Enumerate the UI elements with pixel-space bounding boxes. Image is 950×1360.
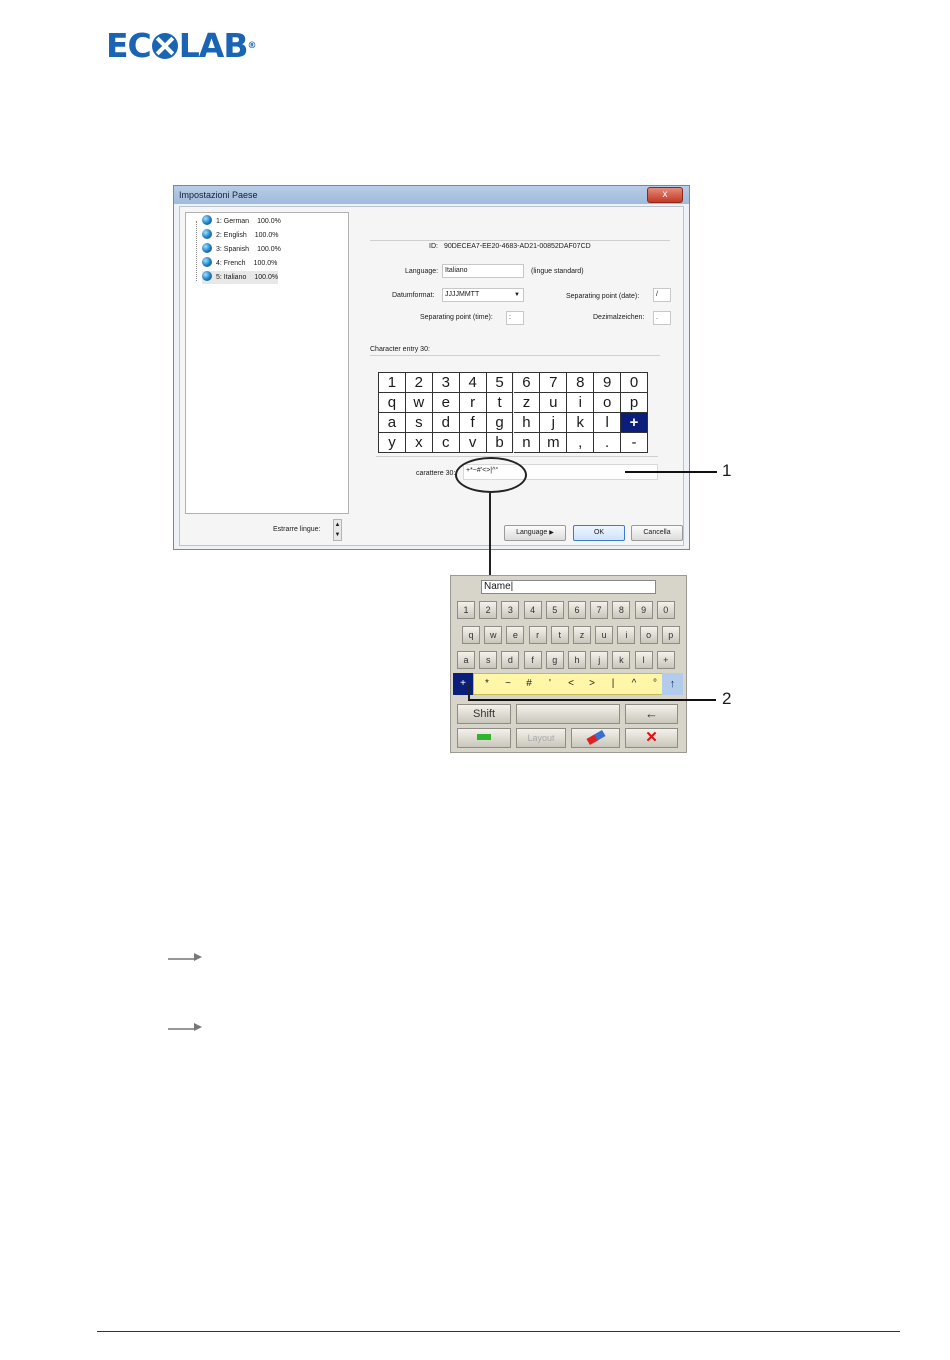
char-key[interactable]: l (594, 413, 621, 433)
char-key[interactable]: 8 (567, 373, 594, 393)
char-key[interactable]: 0 (621, 373, 648, 393)
extract-languages-spinner[interactable] (333, 519, 342, 541)
keyboard-key[interactable]: + (657, 651, 675, 669)
sep-date-field[interactable]: / (653, 288, 671, 302)
language-field-label: Language: (405, 268, 439, 275)
cancel-key[interactable]: ✕ (625, 728, 678, 748)
char-key[interactable]: v (460, 433, 487, 453)
special-char-key[interactable]: ^ (631, 678, 637, 689)
char-key[interactable]: w (406, 393, 433, 413)
char-key[interactable]: y (379, 433, 406, 453)
char-key[interactable]: e (433, 393, 460, 413)
keyboard-key[interactable]: z (573, 626, 591, 644)
char-key[interactable]: t (487, 393, 514, 413)
special-char-key[interactable]: > (589, 678, 595, 689)
special-char-key[interactable]: ~ (505, 678, 511, 689)
special-char-key[interactable]: ° (653, 678, 657, 689)
char-key[interactable]: - (621, 433, 648, 453)
layout-key[interactable]: Layout (516, 728, 566, 748)
special-char-key[interactable]: # (526, 678, 532, 689)
keyboard-key[interactable]: 1 (457, 601, 475, 619)
arrow-right-icon (168, 951, 202, 961)
footer-rule (97, 1331, 900, 1332)
char-key[interactable]: 9 (594, 373, 621, 393)
char-key[interactable]: x (406, 433, 433, 453)
special-char-key[interactable]: | (611, 678, 615, 689)
language-label: 1: German (216, 218, 250, 225)
language-item-german[interactable] (202, 215, 281, 228)
char-key[interactable]: , (567, 433, 594, 453)
language-label: 4: French (216, 260, 246, 267)
language-pct: 100.0% (257, 246, 281, 253)
language-field[interactable]: Italiano (442, 264, 524, 278)
logo-registered: ® (247, 41, 256, 51)
arrow-up-icon[interactable]: ↑ (662, 673, 683, 695)
char-key[interactable]: o (594, 393, 621, 413)
keyboard-key[interactable]: 6 (568, 601, 586, 619)
special-char-key[interactable]: ' (549, 678, 551, 689)
globe-icon (202, 243, 212, 253)
keyboard-key[interactable]: w (484, 626, 502, 644)
language-list[interactable] (185, 212, 349, 514)
arrow-right-icon (168, 1021, 202, 1031)
shift-key[interactable]: Shift (457, 704, 511, 724)
chevron-down-icon: ▼ (514, 292, 520, 298)
char-key[interactable]: i (567, 393, 594, 413)
globe-icon (202, 229, 212, 239)
char-key[interactable]: k (567, 413, 594, 433)
chevron-up-icon: ▲ (334, 522, 341, 528)
char-key[interactable]: d (433, 413, 460, 433)
keyboard-key[interactable]: s (479, 651, 497, 669)
char-key[interactable]: a (379, 413, 406, 433)
keyboard-key[interactable]: q (462, 626, 480, 644)
char-key[interactable]: 3 (433, 373, 460, 393)
language-item-french[interactable] (202, 257, 277, 270)
language-pct: 100.0% (253, 260, 278, 267)
keyboard-key[interactable]: e (506, 626, 524, 644)
keyboard-key[interactable]: 7 (590, 601, 608, 619)
special-characters-row (473, 673, 681, 695)
close-button[interactable]: x (647, 187, 683, 203)
dialog-title: Impostazioni Paese (179, 190, 258, 200)
callout-1-line (625, 471, 717, 473)
char-key[interactable]: p (621, 393, 648, 413)
carattere-label: carattere 30: (416, 470, 456, 477)
callout-2-stem (468, 683, 470, 700)
backspace-key[interactable]: ← (625, 704, 678, 724)
language-note: (lingue standard) (531, 268, 584, 275)
eraser-key[interactable] (571, 728, 620, 748)
keyboard-key[interactable]: j (590, 651, 608, 669)
enter-key[interactable] (457, 728, 511, 748)
sep-time-label: Separating point (time): (420, 314, 493, 321)
dialog-titlebar (174, 186, 689, 204)
chevron-down-icon: ▼ (334, 532, 341, 538)
keyboard-key[interactable]: k (612, 651, 630, 669)
onscreen-keyboard (450, 575, 687, 753)
character-grid (378, 372, 648, 453)
sep-time-field[interactable]: : (506, 311, 524, 325)
language-item-italiano[interactable] (202, 271, 278, 284)
keyboard-key[interactable]: 5 (546, 601, 564, 619)
char-entry-label: Character entry 30: (370, 346, 430, 353)
keyboard-key[interactable]: l (635, 651, 653, 669)
language-pct: 100.0% (257, 218, 281, 225)
separator (376, 456, 658, 457)
sep-date-label: Separating point (date): (566, 293, 640, 300)
decimal-label: Dezimalzeichen: (593, 314, 645, 321)
keyboard-key[interactable]: 2 (479, 601, 497, 619)
ok-button[interactable]: OK (573, 525, 625, 541)
chevron-right-icon: ▶ (549, 530, 554, 536)
special-char-key[interactable]: < (568, 678, 574, 689)
cancel-button[interactable]: Cancella (631, 525, 683, 541)
plus-key[interactable]: + (453, 673, 473, 695)
char-key[interactable]: + (621, 413, 648, 433)
callout-1-number: 1 (722, 461, 732, 480)
char-key[interactable]: s (406, 413, 433, 433)
char-key[interactable]: u (540, 393, 567, 413)
extract-languages-label: Estrarre lingue: (273, 526, 321, 533)
eraser-icon (586, 730, 605, 745)
char-key[interactable]: r (460, 393, 487, 413)
char-key[interactable]: 7 (540, 373, 567, 393)
char-key[interactable]: j (540, 413, 567, 433)
char-key[interactable]: h (514, 413, 541, 433)
language-pct: 100.0% (254, 232, 279, 239)
datumformat-label: Datumformat: (392, 292, 435, 299)
keyboard-key[interactable]: 0 (657, 601, 675, 619)
keyboard-key[interactable]: o (640, 626, 658, 644)
callout-2-line (468, 699, 716, 701)
language-label: 5: Italiano (216, 274, 247, 281)
keyboard-key[interactable]: 9 (635, 601, 653, 619)
char-key[interactable]: . (594, 433, 621, 453)
language-button-label: Language (516, 529, 548, 536)
keyboard-key[interactable]: t (551, 626, 569, 644)
logo-text-start: EC (106, 26, 151, 65)
id-value: 90DECEA7-EE20-4683-AD21-00852DAF07CD (444, 243, 591, 250)
country-settings-dialog (173, 185, 690, 550)
id-label: ID: (429, 243, 438, 250)
char-key[interactable]: f (460, 413, 487, 433)
callout-2-number: 2 (722, 689, 732, 708)
char-key[interactable]: q (379, 393, 406, 413)
keyboard-key[interactable]: i (617, 626, 635, 644)
carattere-field[interactable]: +*~#'<>|^° (463, 464, 658, 480)
keyboard-key[interactable]: 3 (501, 601, 519, 619)
callout-ellipse (455, 457, 527, 493)
char-key[interactable]: 6 (514, 373, 541, 393)
language-label: 2: English (216, 232, 247, 239)
language-button[interactable] (504, 525, 566, 541)
keyboard-text-field[interactable]: Name| (481, 580, 656, 594)
keyboard-key[interactable]: p (662, 626, 680, 644)
keyboard-key[interactable]: a (457, 651, 475, 669)
keyboard-key[interactable]: f (524, 651, 542, 669)
keyboard-key[interactable]: d (501, 651, 519, 669)
language-item-english[interactable] (202, 229, 279, 242)
globe-icon (202, 215, 212, 225)
char-key[interactable]: z (514, 393, 541, 413)
char-key[interactable]: 5 (487, 373, 514, 393)
char-key[interactable]: 2 (406, 373, 433, 393)
special-char-key[interactable]: * (485, 678, 489, 689)
char-key[interactable]: b (487, 433, 514, 453)
char-key[interactable]: g (487, 413, 514, 433)
char-key[interactable]: n (514, 433, 541, 453)
logo-text-end: LAB (178, 26, 248, 65)
ecolab-logo (106, 28, 256, 64)
keyboard-key[interactable]: 4 (524, 601, 542, 619)
space-key[interactable] (516, 704, 620, 724)
language-pct: 100.0% (254, 274, 279, 281)
enter-icon (477, 734, 491, 740)
dialog-client (179, 206, 684, 546)
datumformat-select[interactable] (442, 288, 524, 302)
char-key[interactable]: c (433, 433, 460, 453)
decimal-field[interactable]: . (653, 311, 671, 325)
datumformat-value: JJJJMMTT (445, 291, 480, 298)
globe-icon (202, 271, 212, 281)
logo-o-icon (152, 33, 178, 59)
char-key[interactable]: 1 (379, 373, 406, 393)
language-item-spanish[interactable] (202, 243, 281, 256)
keyboard-key[interactable]: r (529, 626, 547, 644)
separator (370, 240, 670, 241)
separator (370, 355, 660, 356)
keyboard-key[interactable]: h (568, 651, 586, 669)
char-key[interactable]: 4 (460, 373, 487, 393)
language-label: 3: Spanish (216, 246, 250, 253)
keyboard-key[interactable]: 8 (612, 601, 630, 619)
keyboard-key[interactable]: u (595, 626, 613, 644)
keyboard-key[interactable]: g (546, 651, 564, 669)
char-key[interactable]: m (540, 433, 567, 453)
globe-icon (202, 257, 212, 267)
